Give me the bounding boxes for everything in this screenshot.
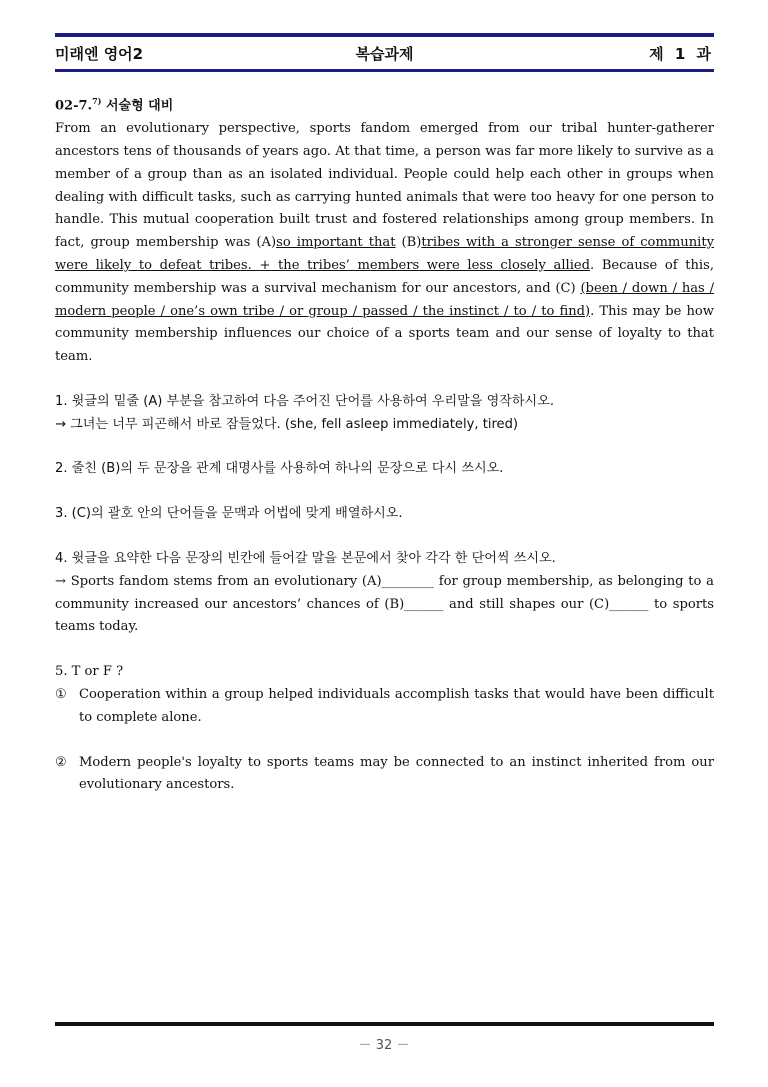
option-2-text: Modern people's loyalty to sports teams may be connected to an instinct inherited from our evolutionary ancestors. [79,754,714,793]
question-3: 3. (C)의 괄호 안의 단어들을 문맥과 어법에 맞게 배열하시오. [55,506,403,522]
worksheet-content [55,90,714,797]
reading-passage [55,118,714,369]
header-row [55,37,714,69]
option-2-number: ② [55,754,67,770]
passage-part-3: . Because of this, community membership was a survival mechanism for our ancestors, and (C) [55,257,714,296]
question-5-option-2 [55,752,714,798]
page-number: － 32 － [358,1038,410,1053]
passage-part-2: (B) [395,235,422,251]
footer-rule [55,1022,714,1026]
underlined-a: so important that [276,235,396,251]
textbook-title: 미래엔 영어2 [55,44,144,63]
assignment-title: 복습과제 [355,44,414,63]
question-id [55,90,714,118]
question-5-option-1 [55,684,714,730]
question-1: 1. 윗글의 밑줄 (A) 부분을 참고하여 다음 주어진 단어를 사용하여 우리말을 영작하시오. [55,393,555,409]
question-4: 4. 윗글을 요약한 다음 문장의 빈칸에 들어갈 말을 본문에서 찾아 각각 한 단어씩 쓰시오. [55,551,556,567]
question-2: 2. 줄친 (B)의 두 문장을 관계 대명사를 사용하여 하나의 문장으로 다시 쓰시오. [55,461,504,477]
question-number: 02-7. [55,98,93,114]
underlined-c: (been / down / has / modern people / one’s own tribe / or group / passed / the instinct / to / to find) [55,280,714,319]
underlined-b: tribes with a stronger sense of community were likely to defeat tribes. + the tribes’ members were less closely allied [55,235,714,273]
header-bottom-rule [55,69,714,72]
passage-part-4: . This may be how community membership influences our choice of a sports team and our sense of loyalty to that team. [55,303,714,365]
question-1-prompt: → 그녀는 너무 피곤해서 바로 잠들었다. (she, fell asleep immediately, tired) [55,416,519,432]
page-header [55,33,714,72]
question-5: 5. T or F ? [55,664,124,680]
question-4-summary: → Sports fandom stems from an evolutionary (A)________ for group membership, as belonging to a community increased our ancestors’ chances of (B)______ and still shapes our (C)______ to sports teams today. [55,573,714,635]
footnote-marker: 7) [92,96,102,106]
option-1-text: Cooperation within a group helped individuals accomplish tasks that would have been difficult to complete alone. [79,687,714,725]
lesson-number: 제 1 과 [649,44,715,63]
question-label: 서술형 대비 [105,98,174,114]
passage-part-1: From an evolutionary perspective, sports fandom emerged from our tribal hunter-gatherer ancestors tens of thousands of years ago. At that time, a person was far more likely to survive as a member of a group than as an isolated individual. People could help each other in groups when dealing with difficult tasks, such as carrying hunted animals that were too heavy for one person to handle. This mutual cooperation built trust and fostered relationships among group members. In fact, group membership was (A) [55,121,714,251]
option-1-number: ① [55,687,67,703]
